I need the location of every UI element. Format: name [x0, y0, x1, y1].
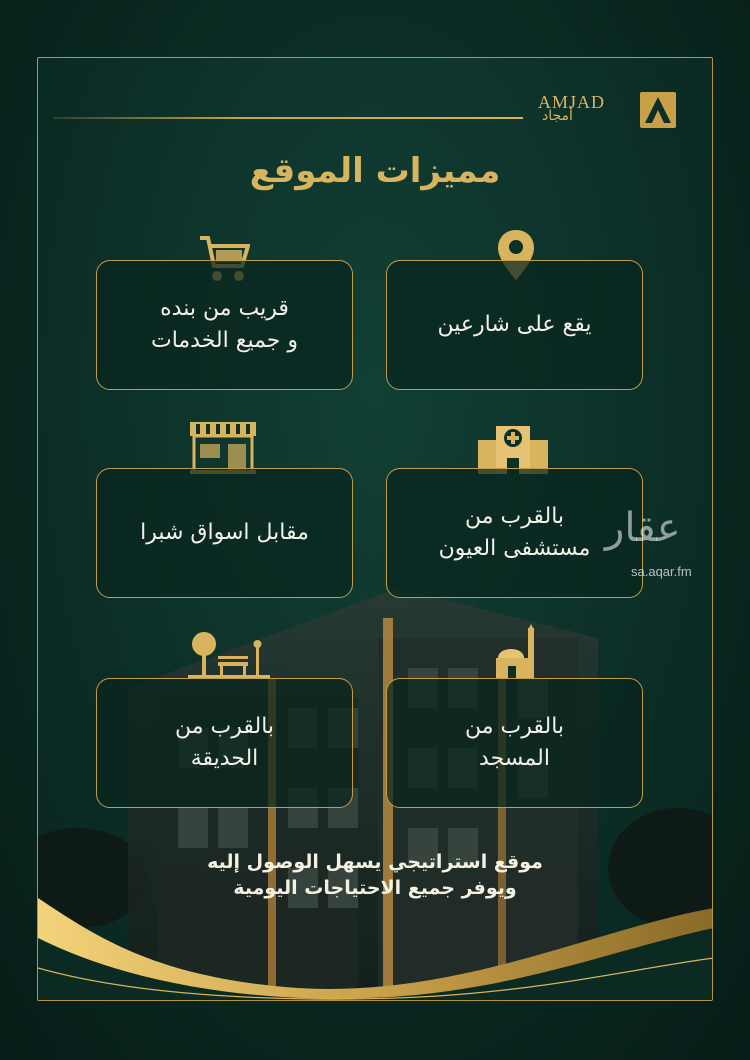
- watermark-url: sa.aqar.fm: [631, 564, 692, 579]
- brand-name-en: AMJAD: [538, 92, 606, 112]
- park-icon: [188, 632, 270, 678]
- top-divider-line: [53, 117, 523, 119]
- bottom-tagline: [38, 850, 712, 901]
- tagline-line-1: موقع استراتيجي يسهل الوصول إليه: [207, 851, 543, 873]
- feature-card-opposite-shubra-markets: [96, 468, 353, 598]
- brand-logo: [538, 92, 683, 132]
- feature-label: قريب من بنده و جميع الخدمات: [150, 296, 299, 353]
- gold-wave-decoration: [38, 898, 713, 1001]
- feature-card-near-mosque: [386, 678, 643, 808]
- hospital-icon: [478, 420, 548, 474]
- brand-name-ar: أمجاد: [542, 108, 573, 124]
- feature-card-two-streets: [386, 260, 643, 390]
- feature-label: بالقرب من مستشفى العيون: [438, 504, 591, 561]
- tagline-line-2: ويوفر جميع الاحتياجات اليومية: [233, 876, 517, 899]
- feature-label: مقابل اسواق شبرا: [140, 520, 309, 546]
- logo-mark-icon: [640, 92, 676, 128]
- feature-label: بالقرب من المسجد: [464, 714, 565, 771]
- feature-label: بالقرب من الحديقة: [174, 714, 275, 771]
- feature-label: يقع على شارعين: [437, 312, 592, 338]
- mosque-icon: [494, 624, 540, 678]
- watermark-text: عقار: [605, 505, 681, 551]
- feature-card-near-panda: [96, 260, 353, 390]
- poster-frame: [37, 57, 713, 1001]
- feature-card-near-park: [96, 678, 353, 808]
- storefront-icon: [190, 422, 256, 474]
- page-title: مميزات الموقع: [249, 151, 501, 191]
